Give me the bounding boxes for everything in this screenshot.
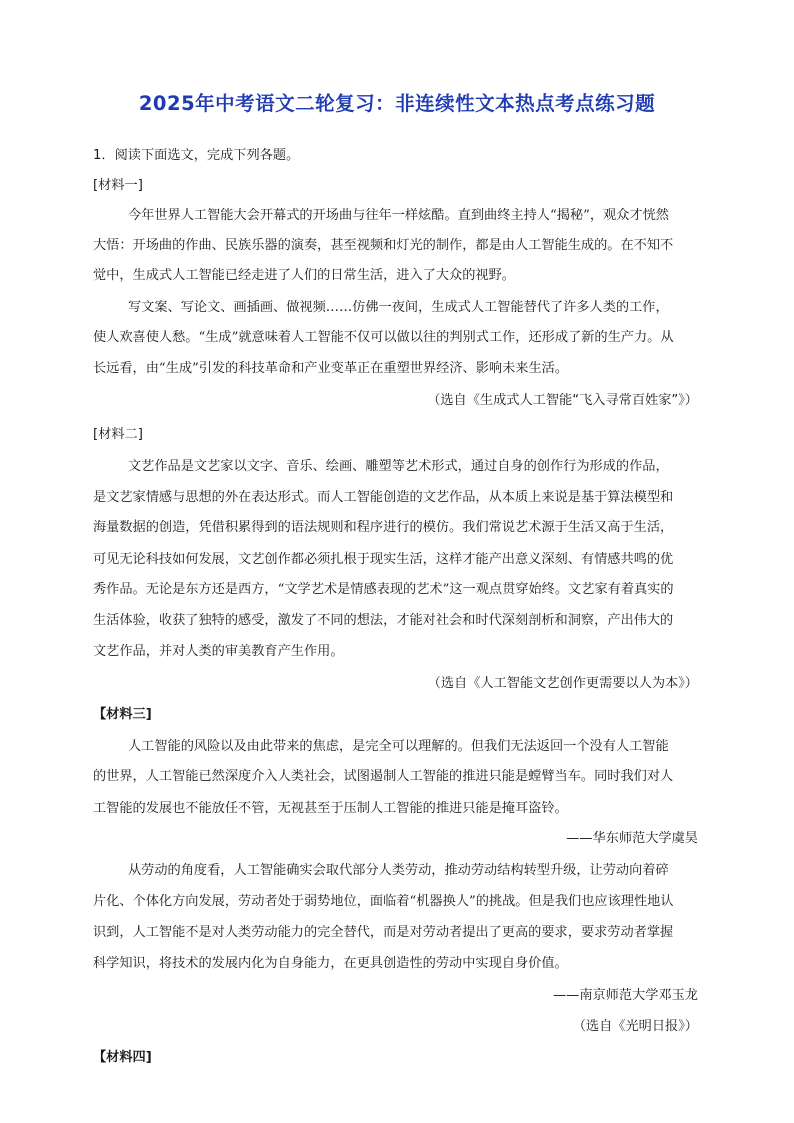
m2-line: 文艺作品是文艺家以文字、音乐、绘画、雕塑等艺术形式，通过自身的创作行为形成的作品， bbox=[128, 459, 669, 474]
m3-line: 片化、个体化方向发展，劳动者处于弱势地位，面临着“机器换人”的挑战。但是我们也应该理性地认 bbox=[93, 894, 674, 909]
m2-line: 生活体验，收获了独特的感受，激发了不同的想法，才能对社会和时代深刻剖析和洞察，产出伟大的 bbox=[93, 613, 674, 628]
m1-line: 使人欢喜使人愁。“生成”就意味着人工智能不仅可以做以往的判别式工作，还形成了新的生产力。从 bbox=[93, 330, 674, 345]
m3-line: 工智能的发展也不能放任不管，无视甚至于压制人工智能的推进只能是掩耳盗铃。 bbox=[93, 801, 568, 816]
m1-line: 大悟：开场曲的作曲、民族乐器的演奏，甚至视频和灯光的制作，都是由人工智能生成的。在不知不 bbox=[93, 238, 674, 253]
material-2-source: （选自《人工智能文艺创作更需要以人为本》） bbox=[427, 676, 698, 691]
material-3-author-1: ——华东师范大学虞昊 bbox=[566, 831, 698, 846]
m1-line: 今年世界人工智能大会开幕式的开场曲与往年一样炫酷。直到曲终主持人“揭秘”，观众才恍然 bbox=[128, 208, 669, 223]
question-prompt: 1．阅读下面选文，完成下列各题。 bbox=[93, 148, 300, 163]
m3-line: 科学知识，将技术的发展内化为自身能力，在更具创造性的劳动中实现自身价值。 bbox=[93, 956, 568, 971]
material-4-label: 【材料四] bbox=[93, 1050, 152, 1065]
m1-line: 长远看，由“生成”引发的科技革命和产业变革正在重塑世界经济、影响未来生活。 bbox=[93, 361, 569, 376]
m2-line: 秀作品。无论是东方还是西方，“文学艺术是情感表现的艺术”这一观点贯穿始终。文艺家有着真实的 bbox=[93, 582, 674, 597]
material-3-source: （选自《光明日报》） bbox=[572, 1019, 698, 1034]
material-3-author-2: ——南京师范大学邓玉龙 bbox=[552, 988, 698, 1003]
m2-line: 文艺作品，并对人类的审美教育产生作用。 bbox=[93, 644, 344, 659]
m2-line: 是文艺家情感与思想的外在表达形式。而人工智能创造的文艺作品，从本质上来说是基于算法模型和 bbox=[93, 490, 674, 505]
m3-line: 从劳动的角度看，人工智能确实会取代部分人类劳动，推动劳动结构转型升级，让劳动向着碎 bbox=[128, 863, 669, 878]
m3-line: 识到，人工智能不是对人类劳动能力的完全替代，而是对劳动者提出了更高的要求，要求劳动者掌握 bbox=[93, 925, 674, 940]
m1-line: 写文案、写论文、画插画、做视频……仿佛一夜间，生成式人工智能替代了许多人类的工作， bbox=[128, 300, 669, 315]
m1-line: 觉中，生成式人工智能已经走进了人们的日常生活，进入了大众的视野。 bbox=[93, 268, 515, 283]
page-title: 2025年中考语文二轮复习：非连续性文本热点考点练习题 bbox=[138, 92, 656, 115]
material-2-label: [材料二] bbox=[93, 427, 143, 442]
m3-line: 人工智能的风险以及由此带来的焦虑，是完全可以理解的。但我们无法返回一个没有人工智能 bbox=[128, 739, 669, 754]
material-1-source: （选自《生成式人工智能“飞入寻常百姓家”》） bbox=[427, 393, 698, 408]
m3-line: 的世界，人工智能已然深度介入人类社会，试图遏制人工智能的推进只能是螳臂当车。同时我们对人 bbox=[93, 769, 674, 784]
material-1-label: [材料一] bbox=[93, 178, 143, 193]
m2-line: 海量数据的创造，凭借积累得到的语法规则和程序进行的模仿。我们常说艺术源于生活又高于生活， bbox=[93, 520, 674, 535]
m2-line: 可见无论科技如何发展，文艺创作都必须扎根于现实生活，这样才能产出意义深刻、有情感共鸣的优 bbox=[93, 552, 674, 567]
material-3-label: 【材料三] bbox=[93, 707, 152, 722]
